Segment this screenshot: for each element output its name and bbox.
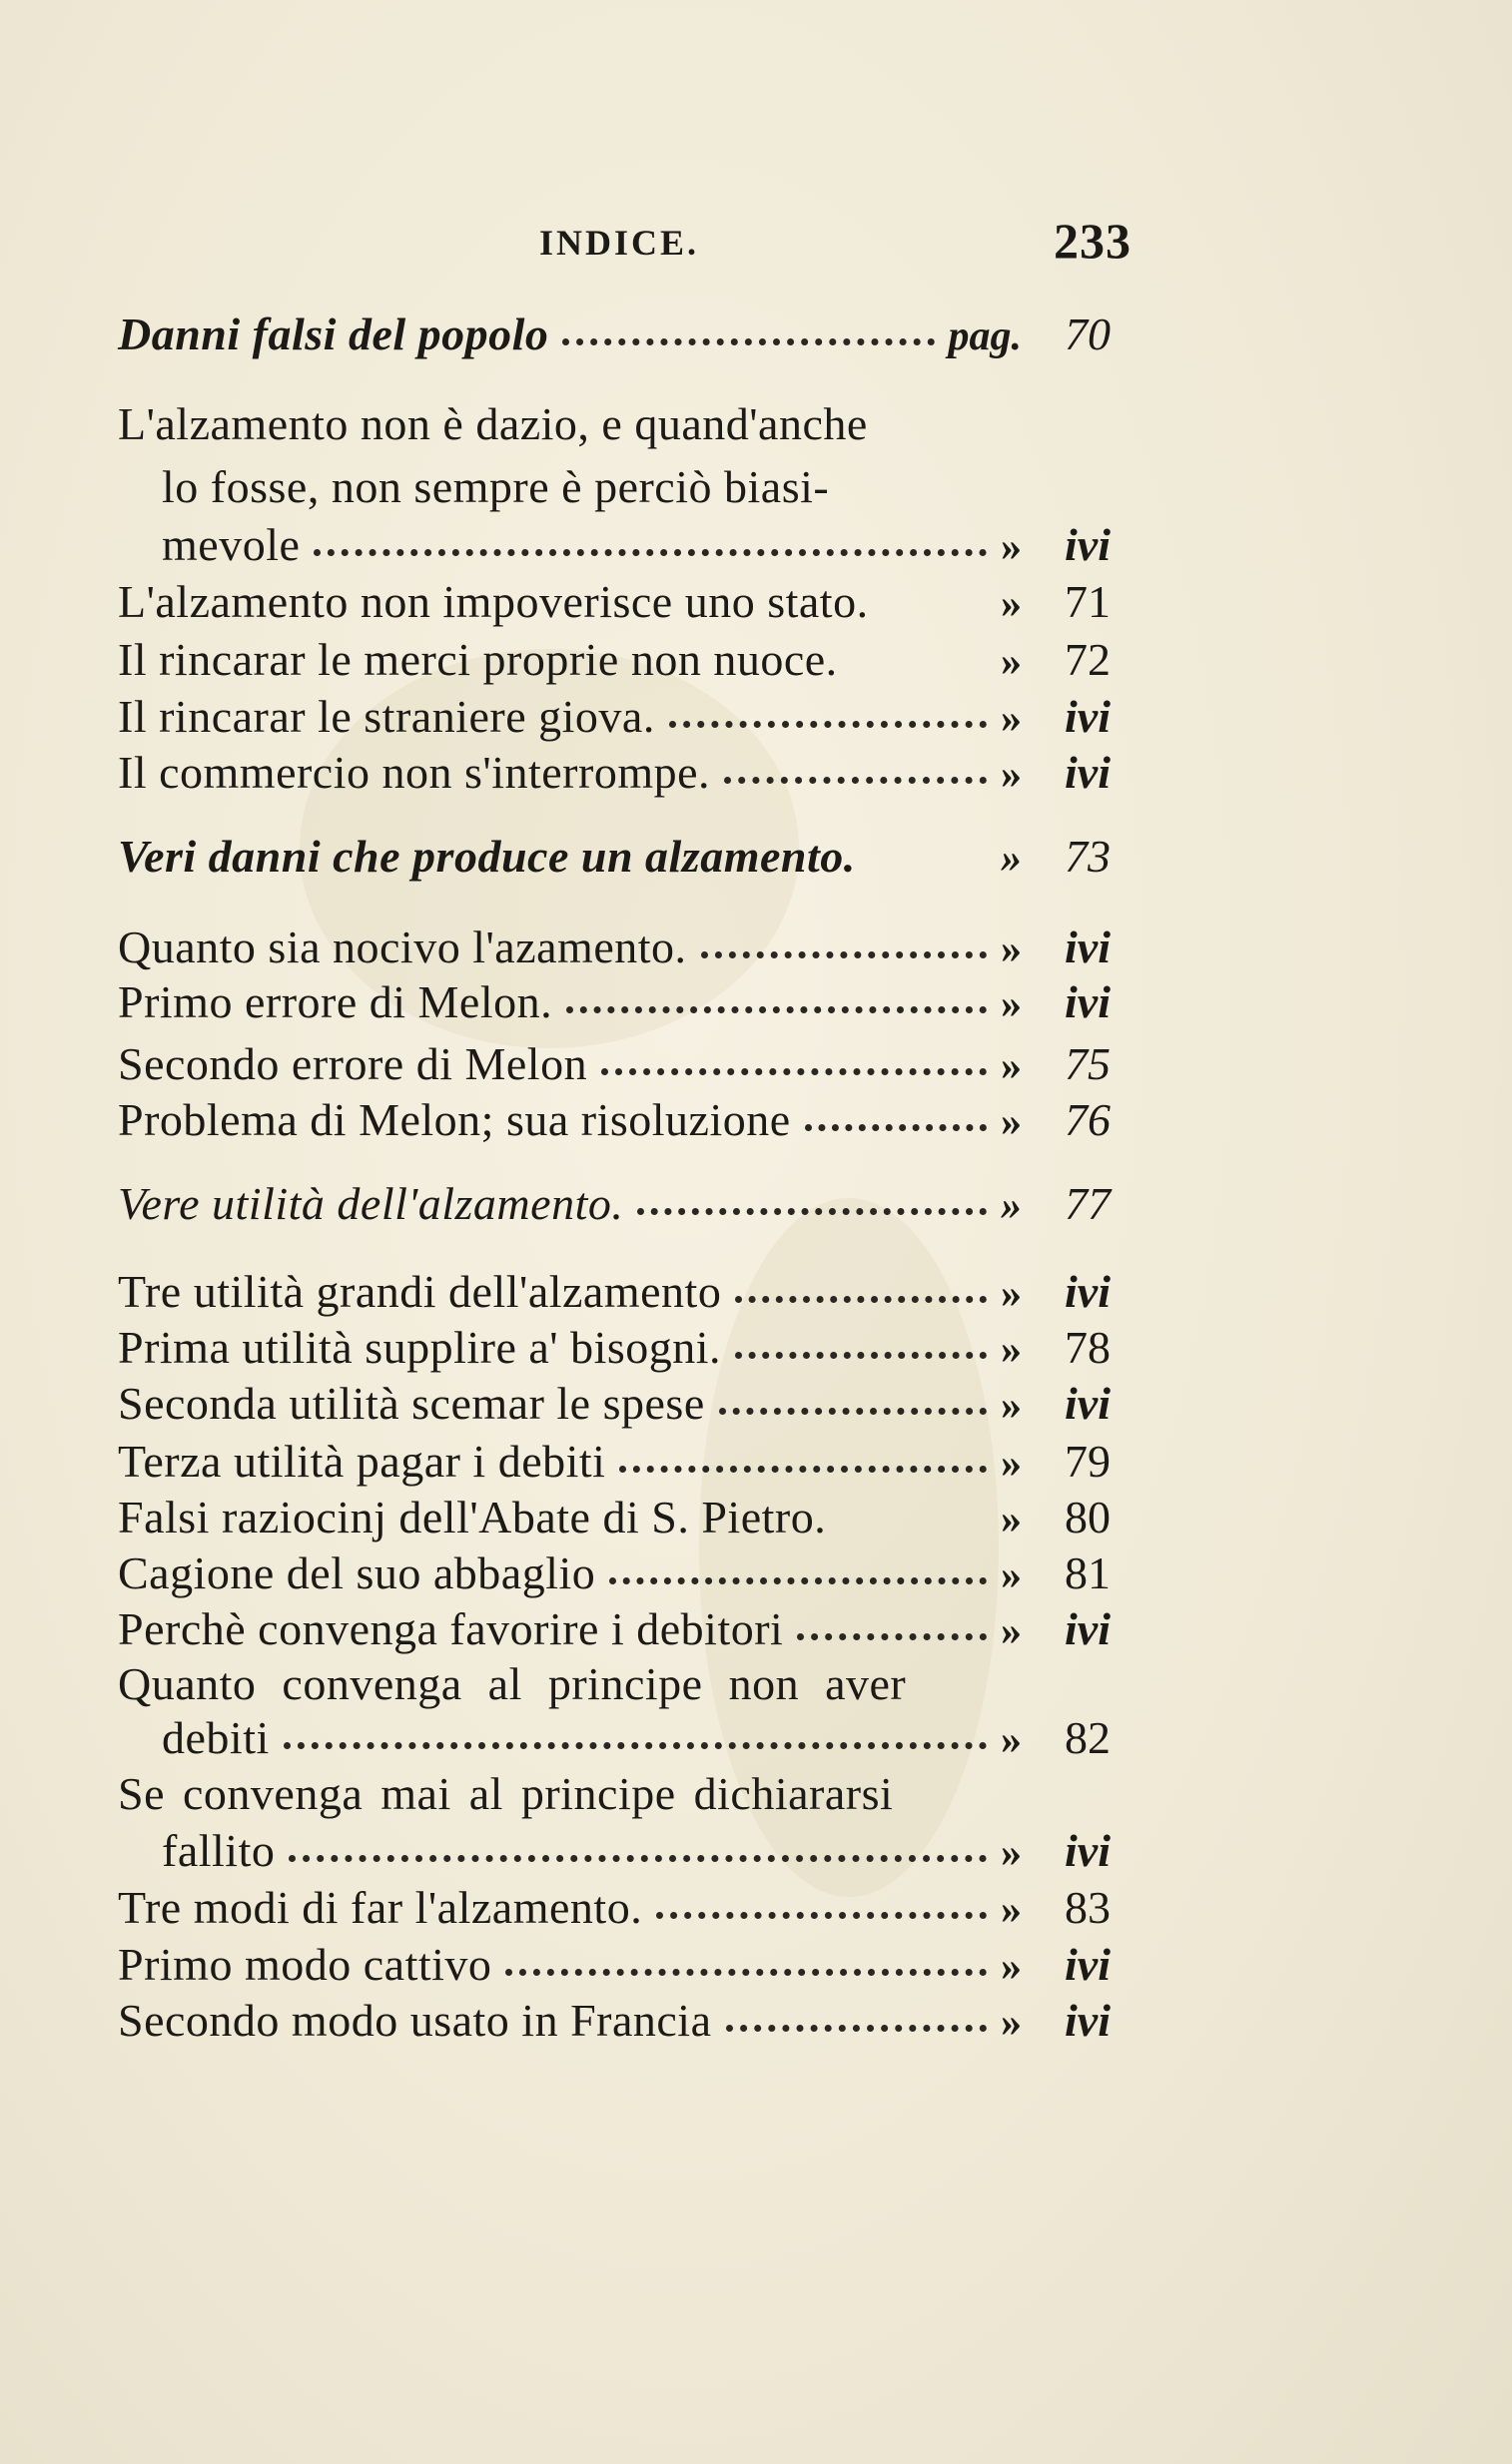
index-entry-heading (118, 1176, 1022, 1232)
leader-dots (724, 777, 987, 784)
index-entry (118, 1937, 1022, 1993)
index-entry (118, 1880, 1022, 1936)
entry-text: Il rincarar le straniere giova. (118, 691, 655, 742)
entry-text: L'alzamento non impoverisce uno stato. (118, 576, 869, 627)
entry-mark: » (1001, 981, 1022, 1027)
entry-mark: » (1001, 926, 1022, 972)
entry-mark: » (1001, 1944, 1022, 1990)
leader-dots (669, 721, 987, 728)
index-entry (118, 574, 1022, 630)
leader-dots (284, 1742, 987, 1749)
entry-page: ivi (1065, 1603, 1111, 1654)
entry-text: Il rincarar le merci proprie non nuoce. (118, 634, 838, 685)
entry-text: L'alzamento non è dazio, e quand'anche (118, 398, 868, 449)
entry-page: 80 (1065, 1492, 1111, 1542)
entry-text: Quanto sia nocivo l'azamento. (118, 922, 687, 972)
index-entry-heading (118, 829, 1022, 885)
entry-mark: » (1001, 2000, 1022, 2046)
entry-text: Vere utilità dell'alzamento. (118, 1178, 624, 1229)
entry-mark: » (1001, 524, 1022, 570)
index-entry (118, 1092, 1022, 1148)
entry-text: Veri danni che produce un alzamento. (118, 831, 856, 882)
entry-page: ivi (1065, 747, 1111, 798)
entry-page: 77 (1065, 1178, 1111, 1229)
entry-page: 72 (1065, 634, 1111, 685)
index-entry-continuation (162, 517, 1022, 573)
leader-dots (719, 1408, 987, 1415)
entry-text: mevole (162, 519, 301, 570)
index-entry (118, 1766, 1017, 1822)
entry-page: ivi (1065, 691, 1111, 742)
index-entry (118, 1036, 1022, 1092)
leader-dots (637, 1208, 987, 1215)
entry-text: Falsi raziocinj dell'Abate di S. Pietro. (118, 1492, 827, 1542)
leader-dots (601, 1068, 987, 1075)
entry-page: ivi (1065, 1939, 1111, 1990)
entry-text: Quanto convenga al principe non aver (118, 1658, 907, 1709)
index-entry (118, 1545, 1022, 1601)
entry-mark: » (1001, 1887, 1022, 1933)
leader-dots (735, 1352, 987, 1359)
entry-text: lo fosse, non sempre è perciò biasi- (162, 461, 830, 512)
index-entry-heading (118, 307, 1022, 362)
entry-text: Se convenga mai al principe dichiararsi (118, 1768, 894, 1819)
entry-mark: » (1001, 752, 1022, 798)
entry-mark: » (1001, 1043, 1022, 1089)
entry-mark: » (1001, 1497, 1022, 1542)
leader-dots (562, 338, 934, 345)
index-entry (118, 1601, 1022, 1657)
entry-mark: » (1001, 1608, 1022, 1654)
entry-text: Tre utilità grandi dell'alzamento (118, 1266, 722, 1317)
index-entry (118, 632, 1022, 688)
leader-dots (289, 1855, 987, 1862)
index-entry (118, 1376, 1022, 1432)
entry-mark: » (1001, 1717, 1022, 1763)
entry-text: Terza utilità pagar i debiti (118, 1436, 606, 1487)
entry-text: Danni falsi del popolo (118, 308, 549, 359)
index-entry (118, 1490, 1022, 1545)
index-entry-continuation (162, 1710, 1022, 1766)
index-entry (118, 1264, 1022, 1320)
entry-mark: » (1001, 581, 1022, 627)
index-entry (118, 1993, 1022, 2049)
entry-text: Tre modi di far l'alzamento. (118, 1882, 643, 1933)
leader-dots (505, 1969, 987, 1976)
entry-mark: » (1001, 1099, 1022, 1145)
entry-page: 79 (1065, 1436, 1111, 1487)
entry-text: Primo errore di Melon. (118, 976, 553, 1027)
entry-text: Secondo modo usato in Francia (118, 1995, 712, 2046)
running-header-title: INDICE. (539, 223, 700, 263)
entry-mark: » (1001, 1327, 1022, 1373)
entry-text: Seconda utilità scemar le spese (118, 1378, 705, 1429)
leader-dots (566, 1006, 987, 1013)
entry-mark: » (1001, 836, 1022, 882)
entry-mark: » (1001, 1271, 1022, 1317)
entry-mark: » (1001, 1552, 1022, 1598)
index-entry (118, 920, 1022, 975)
index-entry (118, 974, 1022, 1030)
index-entry (118, 1320, 1022, 1376)
entry-page: ivi (1065, 976, 1111, 1027)
entry-text: Primo modo cattivo (118, 1939, 492, 1990)
leader-dots (726, 2025, 987, 2032)
index-entry-continuation (162, 1823, 1022, 1879)
entry-page: 81 (1065, 1547, 1111, 1598)
entry-text: Perchè convenga favorire i debitori (118, 1603, 784, 1654)
entry-text: debiti (162, 1712, 270, 1763)
index-entry (118, 689, 1022, 745)
leader-dots (701, 951, 987, 958)
entry-page: 82 (1065, 1712, 1111, 1763)
entry-page: ivi (1065, 1378, 1111, 1429)
entry-mark: pag. (948, 313, 1022, 359)
leader-dots (656, 1912, 987, 1919)
entry-mark: » (1001, 1441, 1022, 1487)
entry-mark: » (1001, 1383, 1022, 1429)
entry-page: 73 (1065, 831, 1111, 882)
entry-mark: » (1001, 1830, 1022, 1876)
index-entry (118, 745, 1022, 801)
index-entry (118, 1656, 1017, 1712)
entry-mark: » (1001, 1183, 1022, 1229)
leader-dots (735, 1296, 987, 1303)
entry-text: Cagione del suo abbaglio (118, 1547, 596, 1598)
leader-dots (797, 1633, 987, 1640)
entry-mark: » (1001, 639, 1022, 685)
entry-text: Prima utilità supplire a' bisogni. (118, 1322, 722, 1373)
entry-page: 70 (1065, 308, 1111, 359)
entry-text: fallito (162, 1825, 276, 1876)
entry-page: ivi (1065, 519, 1111, 570)
leader-dots (609, 1577, 987, 1584)
entry-page: 76 (1065, 1094, 1111, 1145)
entry-page: 78 (1065, 1322, 1111, 1373)
leader-dots (314, 549, 987, 556)
entry-page: ivi (1065, 1995, 1111, 2046)
entry-page: 75 (1065, 1038, 1111, 1089)
index-entry (118, 396, 1037, 452)
leader-dots (805, 1124, 987, 1131)
entry-page: ivi (1065, 1266, 1111, 1317)
entry-page: 83 (1065, 1882, 1111, 1933)
entry-text: Problema di Melon; sua risoluzione (118, 1094, 791, 1145)
entry-page: 71 (1065, 576, 1111, 627)
leader-dots (619, 1466, 987, 1473)
entry-page: ivi (1065, 922, 1111, 972)
entry-text: Secondo errore di Melon (118, 1038, 588, 1089)
entry-page: ivi (1065, 1825, 1111, 1876)
index-entry (118, 1434, 1022, 1490)
index-entry-continuation (162, 459, 1037, 515)
page-number: 233 (1054, 213, 1132, 269)
entry-mark: » (1001, 696, 1022, 742)
entry-text: Il commercio non s'interrompe. (118, 747, 711, 798)
